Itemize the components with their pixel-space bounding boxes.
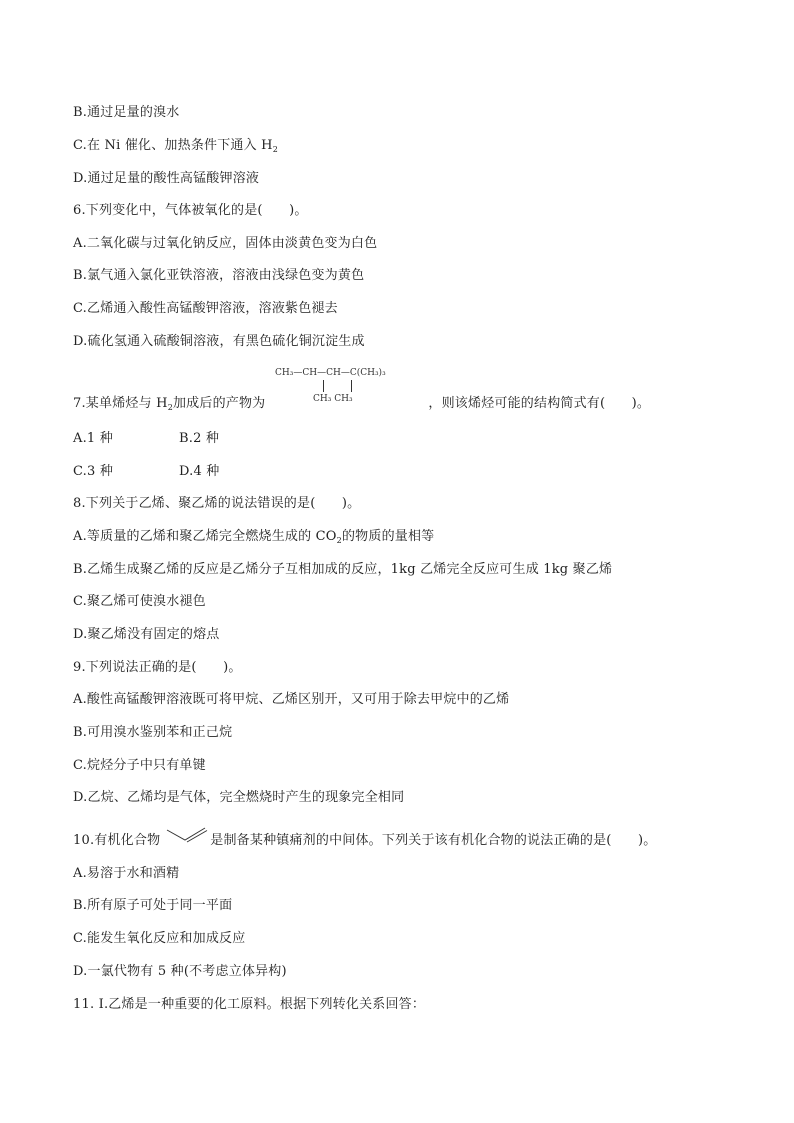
skeletal-chain (167, 828, 205, 840)
q9-option-c: C.烷烃分子中只有单键 (73, 758, 206, 773)
q5-option-d: D.通过足量的酸性高锰酸钾溶液 (73, 171, 260, 186)
formula-main-chain: CH₃—CH—CH—C(CH₃)₃ (275, 368, 386, 378)
q11-stem: 11. Ⅰ.乙烯是一种重要的化工原料。根据下列转化关系回答： (73, 997, 426, 1012)
q10-option-b: B.所有原子可处于同一平面 (73, 898, 233, 913)
q6-option-b: B.氯气通入氯化亚铁溶液，溶液由浅绿色变为黄色 (73, 268, 365, 283)
q8-option-a-post: 的物质的量相等 (341, 529, 435, 544)
q5-option-b: B.通过足量的溴水 (73, 105, 180, 120)
q8-option-d: D.聚乙烯没有固定的熔点 (73, 627, 220, 642)
q7-stem-pre: 7.某单烯烃与 H (73, 396, 168, 411)
q6-option-a: A.二氧化碳与过氧化钠反应，固体由淡黄色变为白色 (73, 236, 378, 251)
q7-stem-subscript: 2 (167, 403, 173, 412)
q7-structural-formula (275, 368, 435, 408)
q10-stem-post: 是制备某种镇痛剂的中间体。下列关于该有机化合物的说法正确的是( )。 (210, 833, 657, 848)
q9-option-d: D.乙烷、乙烯均是气体，完全燃烧时产生的现象完全相同 (73, 790, 405, 805)
q9-stem: 9.下列说法正确的是( )。 (73, 660, 242, 675)
q8-option-b: B.乙烯生成聚乙烯的反应是乙烯分子互相加成的反应，1kg 乙烯完全反应可生成 1kg 聚乙烯 (73, 562, 613, 577)
q10-skeletal-structure (165, 824, 211, 844)
q6-option-d: D.硫化氢通入硫酸铜溶液，有黑色硫化铜沉淀生成 (73, 334, 365, 349)
q5-option-c-subscript: 2 (272, 145, 278, 154)
q7-option-c: C.3 种 (73, 464, 114, 479)
q9-option-a: A.酸性高锰酸钾溶液既可将甲烷、乙烯区别开，又可用于除去甲烷中的乙烯 (73, 692, 510, 707)
q6-option-c: C.乙烯通入酸性高锰酸钾溶液，溶液紫色褪去 (73, 301, 338, 316)
q8-option-a-subscript: 2 (336, 536, 342, 545)
formula-branch-bond-1 (323, 380, 324, 392)
q10-option-d: D.一氯代物有 5 种(不考虑立体异构) (73, 964, 287, 979)
q8-option-a-pre: A.等质量的乙烯和聚乙烯完全燃烧生成的 CO (73, 529, 337, 544)
formula-branch-bond-2 (351, 380, 352, 392)
q7-option-b: B.2 种 (179, 431, 220, 446)
q7-stem-mid: 加成后的产物为 (172, 396, 266, 411)
q8-stem: 8.下列关于乙烯、聚乙烯的说法错误的是( )。 (73, 496, 361, 511)
q6-stem: 6.下列变化中，气体被氧化的是( )。 (73, 203, 308, 218)
q8-option-c: C.聚乙烯可使溴水褪色 (73, 594, 206, 609)
q7-option-a: A.1 种 (73, 431, 113, 446)
q7-option-d: D.4 种 (179, 464, 220, 479)
q10-stem-pre: 10.有机化合物 (73, 833, 161, 848)
q10-option-c: C.能发生氧化反应和加成反应 (73, 931, 246, 946)
q10-stem (73, 833, 656, 849)
formula-branches: CH₃ CH₃ (313, 394, 353, 404)
q8-option-a (73, 529, 434, 549)
q5-option-c (73, 138, 278, 158)
q7-stem-post: ，则该烯烃可能的结构简式有( )。 (428, 396, 651, 411)
q5-option-c-text: C.在 Ni 催化、加热条件下通入 H (73, 138, 273, 153)
q9-option-b: B.可用溴水鉴别苯和正己烷 (73, 725, 233, 740)
q10-option-a: A.易溶于水和酒精 (73, 866, 180, 881)
